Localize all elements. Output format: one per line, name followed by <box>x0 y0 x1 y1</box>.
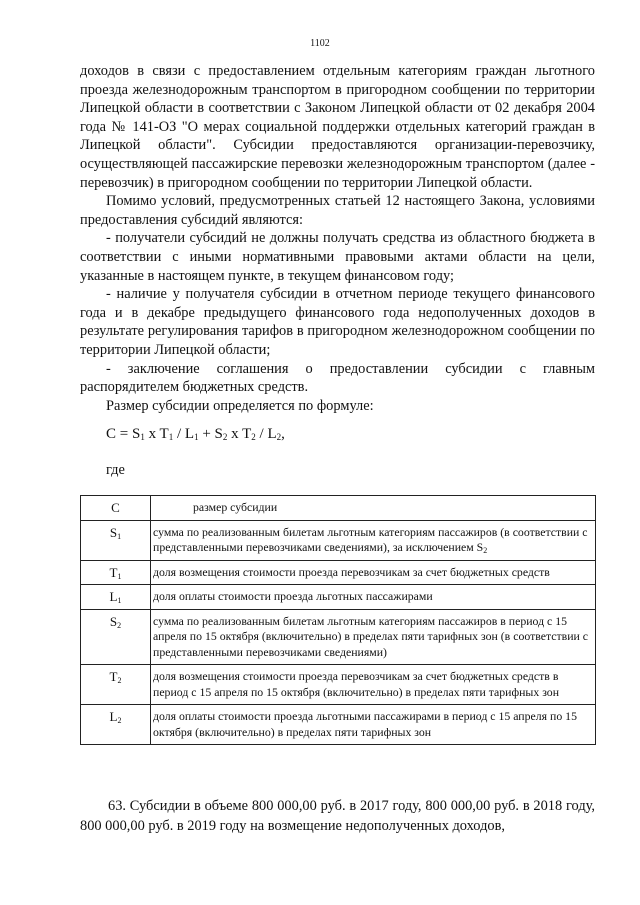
paragraph: Помимо условий, предусмотренных статьей 12 настоящего Закона, условиями предоставления субсидий являются: <box>80 193 595 228</box>
description-cell: сумма по реализованным билетам льготным категориям пассажиров (в соответствии с представленными перевозчиками сведениями), за исключением $S_2$ <box>151 520 596 560</box>
description-cell: доля оплаты стоимости проезда льготных пассажирами <box>151 585 596 610</box>
description-cell: доля возмещения стоимости проезда перевозчикам за счет бюджетных средств <box>151 560 596 585</box>
table-row <box>81 496 596 521</box>
symbol-cell: $T_1$ <box>81 560 151 585</box>
definitions-table <box>80 495 596 745</box>
where-label: где <box>106 462 125 478</box>
paragraph: - заключение соглашения о предоставлении субсидии с главным распорядителем бюджетных средств. <box>80 360 595 396</box>
subsidy-formula: $C = S_1$ x $T_1 / L_1 + S_2$ x $T_2 / L_2$, <box>106 426 285 442</box>
symbol-cell: $S_1$ <box>81 520 151 560</box>
closing-paragraph: 63. Субсидии в объеме 800 000,00 руб. в 2017 году, 800 000,00 руб. в 2018 году, 800 000,00 руб. в 2019 году на возмещение недополученных доходов, <box>80 798 595 834</box>
symbol-cell: $L_1$ <box>81 585 151 610</box>
symbol-cell: C <box>81 496 151 521</box>
page-number: 1102 <box>310 38 330 49</box>
symbol-cell: $L_2$ <box>81 705 151 745</box>
table-row <box>81 585 596 610</box>
paragraph: - наличие у получателя субсидии в отчетном периоде текущего финансового года и в декабре предыдущего финансового года недополученных доходов в результате регулирования тарифов в пригородном железнодорожном сообщении по территории Липецкой области; <box>80 286 595 358</box>
paragraph: доходов в связи с предоставлением отдельным категориям граждан льготного проезда железнодорожным транспортом в пригородном сообщении по территории Липецкой области в соответствии с Законом Липецкой области от 02 декабря 2004 года № 141-ОЗ "О мерах социальной поддержки отдельных категорий граждан в Липецкой области". Субсидии предоставляются организации-перевозчику, осуществляющей пассажирские перевозки железнодорожным транспортом (далее - перевозчик) в пригородном сообщении по территории Липецкой области. <box>80 63 595 191</box>
table-row <box>81 665 596 705</box>
description-cell: размер субсидии <box>151 496 596 521</box>
table-row <box>81 609 596 665</box>
symbol-cell: $S_2$ <box>81 609 151 665</box>
table-row <box>81 560 596 585</box>
description-cell: сумма по реализованным билетам льготным категориям пассажиров в период с 15 апреля по 15 октября (включительно) в пределах пяти тарифных зон (в соответствии с представленными перевозчиками сведениями) <box>151 609 596 665</box>
symbol-cell: $T_2$ <box>81 665 151 705</box>
description-cell: доля возмещения стоимости проезда перевозчикам за счет бюджетных средств в период с 15 апреля по 15 октября (включительно) в пределах пяти тарифных зон <box>151 665 596 705</box>
paragraph: - получатели субсидий не должны получать средства из областного бюджета в соответствии с иными нормативными правовыми актами области на цели, указанные в настоящем пункте, в текущем финансовом году; <box>80 230 595 284</box>
body-text <box>80 62 595 415</box>
table-row <box>81 520 596 560</box>
table-row <box>81 705 596 745</box>
paragraph: Размер субсидии определяется по формуле: <box>106 397 374 414</box>
description-cell: доля оплаты стоимости проезда льготными пассажирами в период с 15 апреля по 15 октября (включительно) в пределах пяти тарифных зон <box>151 705 596 745</box>
